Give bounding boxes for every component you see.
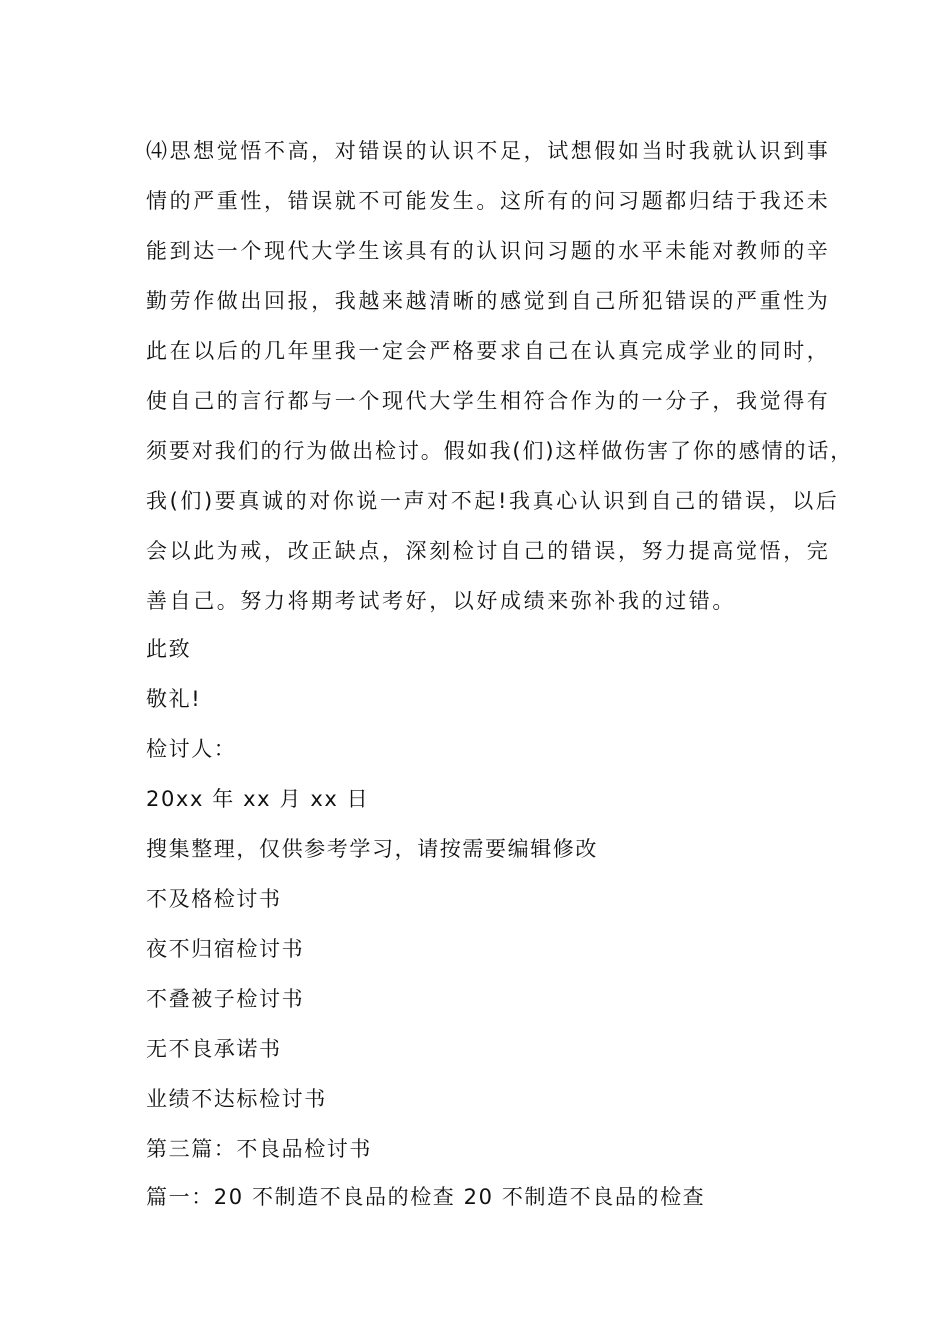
salutation-jingli: 敬礼! (146, 687, 202, 711)
paragraph-line: 能到达一个现代大学生该具有的认识问习题的水平未能对教师的辛 (146, 239, 831, 263)
related-link[interactable]: 业绩不达标检讨书 (146, 1087, 327, 1111)
related-link[interactable]: 不及格检讨书 (146, 887, 282, 911)
paragraph-line: 须要对我们的行为做出检讨。假如我(们)这样做伤害了你的感情的话， (146, 439, 854, 463)
signer-label: 检讨人： (146, 737, 237, 761)
paragraph-line: 勤劳作做出回报，我越来越清晰的感觉到自己所犯错误的严重性为 (146, 289, 831, 313)
date-line: 20xx 年 xx 月 xx 日 (146, 787, 370, 811)
article-title: 篇一：20 不制造不良品的检查 20 不制造不良品的检查 (146, 1185, 706, 1209)
paragraph-line: 会以此为戒，改正缺点，深刻检讨自己的错误，努力提高觉悟，完 (146, 539, 831, 563)
paragraph-line: 善自己。努力将期考试考好，以好成绩来弥补我的过错。 (146, 589, 736, 613)
paragraph-line: 情的严重性，错误就不可能发生。这所有的问习题都归结于我还未 (146, 189, 831, 213)
section-title: 第三篇：不良品检讨书 (146, 1137, 372, 1161)
paragraph-line: 使自己的言行都与一个现代大学生相符合作为的一分子，我觉得有 (146, 389, 831, 413)
related-link[interactable]: 不叠被子检讨书 (146, 987, 305, 1011)
related-link[interactable]: 夜不归宿检讨书 (146, 937, 305, 961)
paragraph-line: ⑷思想觉悟不高，对错误的认识不足，试想假如当时我就认识到事 (146, 139, 831, 163)
paragraph-line: 我(们)要真诚的对你说一声对不起!我真心认识到自己的错误，以后 (146, 489, 840, 513)
paragraph-line: 此在以后的几年里我一定会严格要求自己在认真完成学业的同时， (146, 339, 831, 363)
related-link[interactable]: 无不良承诺书 (146, 1037, 282, 1061)
collection-notice: 搜集整理，仅供参考学习，请按需要编辑修改 (146, 837, 598, 861)
salutation-zhici: 此致 (146, 637, 192, 661)
